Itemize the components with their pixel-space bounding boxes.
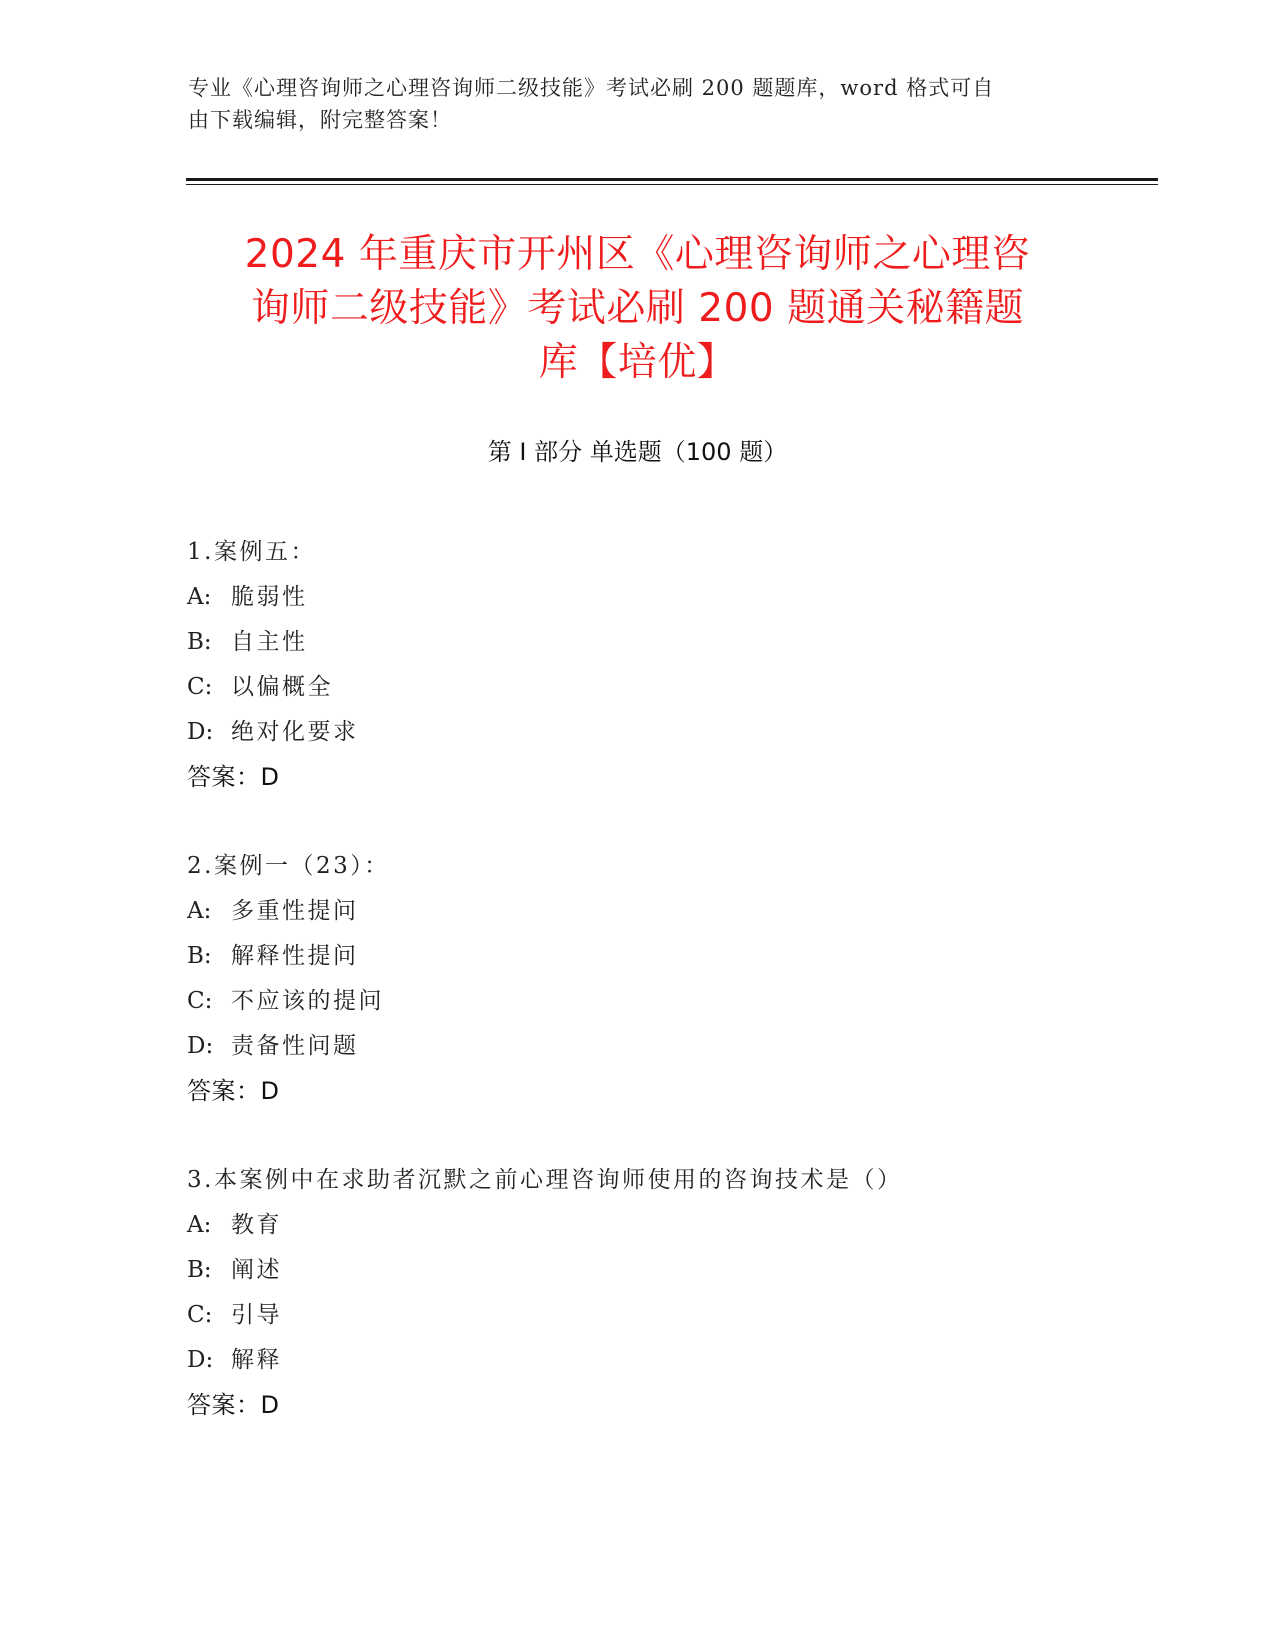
option-text: 阐述	[231, 1257, 282, 1283]
option-d	[187, 710, 1147, 755]
option-key: D:	[187, 1033, 214, 1059]
option-text: 教育	[231, 1212, 282, 1238]
option-key: A:	[187, 898, 212, 924]
header-divider-thick	[186, 178, 1158, 181]
option-key: B:	[187, 1257, 212, 1283]
document-title	[170, 228, 1105, 390]
option-key: C:	[187, 674, 213, 700]
option-b	[187, 1248, 1147, 1293]
question-1	[187, 530, 1147, 800]
answer: 答案：D	[187, 1391, 280, 1419]
option-key: A:	[187, 1212, 212, 1238]
option-b	[187, 620, 1147, 665]
option-key: C:	[187, 988, 213, 1014]
option-c	[187, 1293, 1147, 1338]
option-b	[187, 934, 1147, 979]
option-a	[187, 889, 1147, 934]
question-list	[187, 530, 1147, 1472]
document-title-line-3: 库【培优】	[538, 340, 737, 385]
option-key: C:	[187, 1302, 213, 1328]
option-text: 解释	[231, 1347, 282, 1373]
option-a	[187, 575, 1147, 620]
section-title: 第 I 部分 单选题（100 题）	[487, 438, 788, 466]
option-c	[187, 665, 1147, 710]
document-title-line-1: 2024 年重庆市开州区《心理咨询师之心理咨	[244, 232, 1031, 277]
option-key: B:	[187, 943, 212, 969]
question-stem: 3.本案例中在求助者沉默之前心理咨询师使用的咨询技术是（）	[187, 1167, 903, 1193]
option-d	[187, 1338, 1147, 1383]
option-text: 解释性提问	[231, 943, 359, 969]
question-stem: 1.案例五：	[187, 539, 316, 565]
option-c	[187, 979, 1147, 1024]
option-text: 引导	[231, 1302, 282, 1328]
header-note-line-1: 专业《心理咨询师之心理咨询师二级技能》考试必刷 200 题题库，word 格式可自	[188, 76, 995, 100]
option-key: A:	[187, 584, 212, 610]
option-text: 多重性提问	[231, 898, 359, 924]
header-note	[188, 72, 1088, 136]
header-note-line-2: 由下载编辑，附完整答案！	[188, 108, 452, 132]
option-text: 责备性问题	[231, 1033, 359, 1059]
option-text: 以偏概全	[231, 674, 333, 700]
option-text: 自主性	[231, 629, 308, 655]
option-key: D:	[187, 719, 214, 745]
option-d	[187, 1024, 1147, 1069]
header-divider-thin	[186, 184, 1158, 185]
document-title-line-2: 询师二级技能》考试必刷 200 题通关秘籍题	[250, 286, 1025, 331]
option-text: 绝对化要求	[231, 719, 359, 745]
option-text: 不应该的提问	[231, 988, 384, 1014]
question-3	[187, 1158, 1147, 1428]
answer: 答案：D	[187, 763, 280, 791]
option-key: D:	[187, 1347, 214, 1373]
question-stem: 2.案例一（23）：	[187, 853, 390, 879]
question-2	[187, 844, 1147, 1114]
option-key: B:	[187, 629, 212, 655]
answer: 答案：D	[187, 1077, 280, 1105]
option-a	[187, 1203, 1147, 1248]
option-text: 脆弱性	[231, 584, 308, 610]
